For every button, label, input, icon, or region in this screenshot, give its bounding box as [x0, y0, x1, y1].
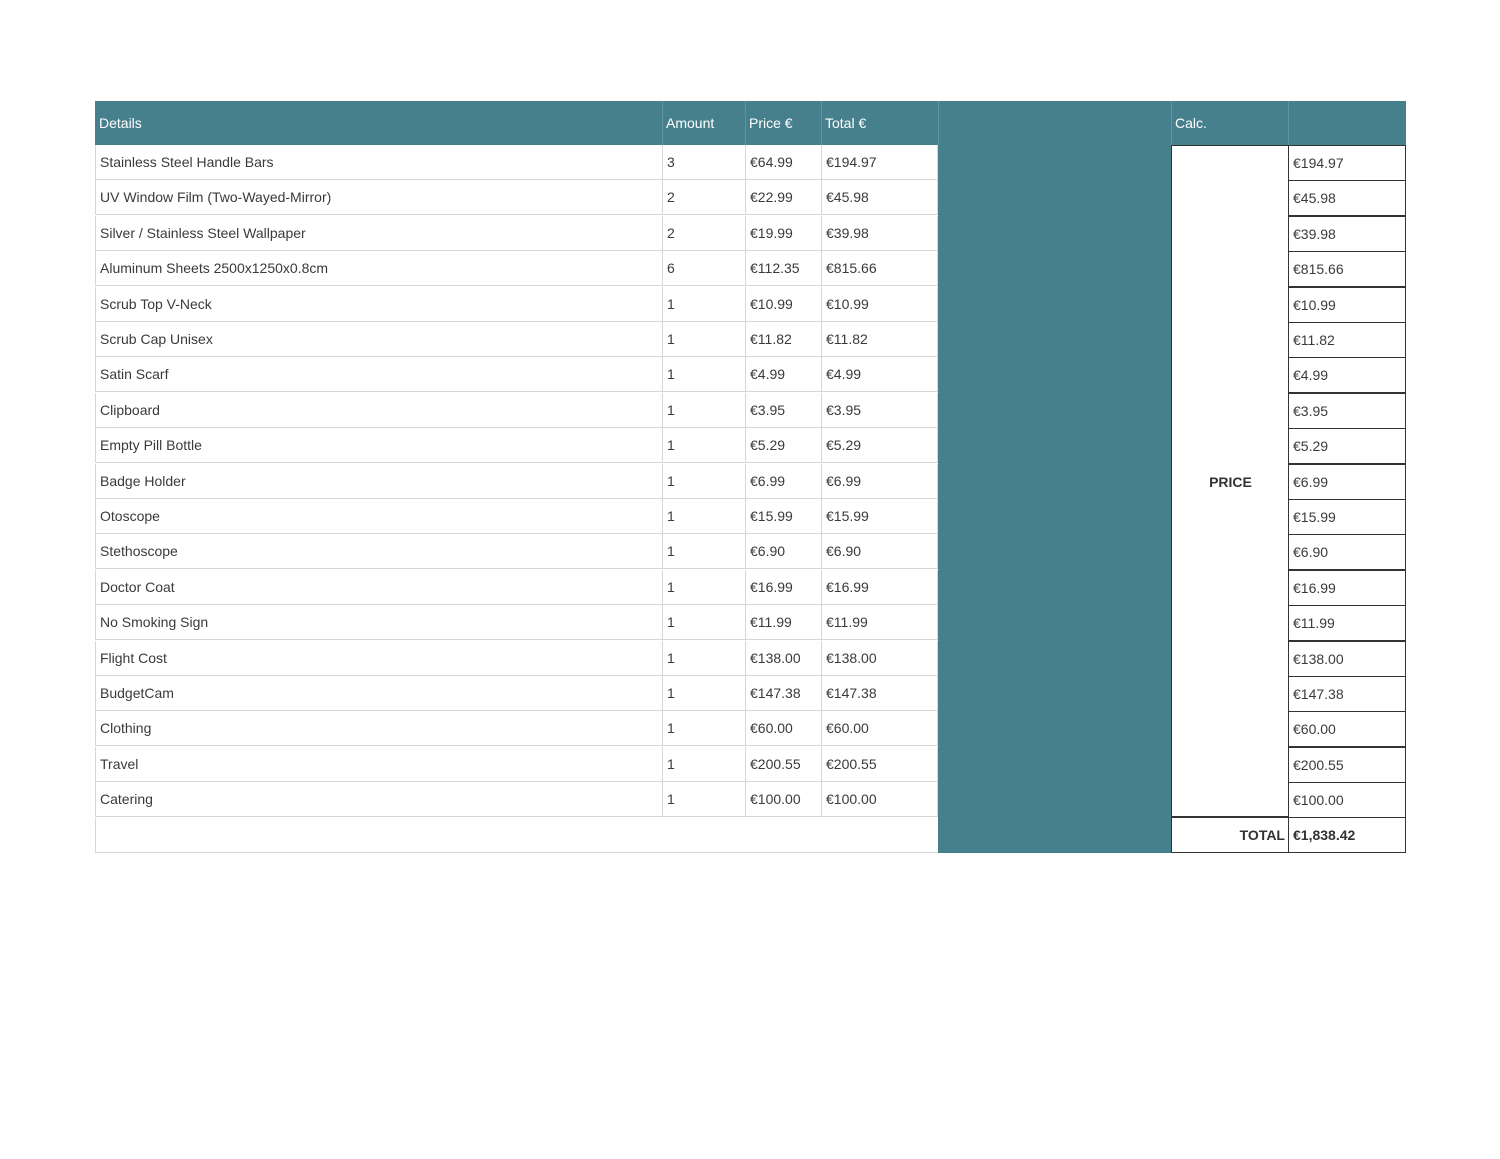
calc-cell: €45.98 — [1288, 180, 1406, 216]
cell-details: Clothing — [95, 711, 662, 746]
table-row — [95, 782, 938, 817]
calc-cell: €11.82 — [1288, 322, 1406, 358]
cell-price: €16.99 — [745, 570, 821, 605]
total-value: €1,838.42 — [1288, 817, 1406, 853]
cell-details: BudgetCam — [95, 676, 662, 711]
table-header — [95, 101, 1406, 145]
cell-price: €147.38 — [745, 676, 821, 711]
cell-amount: 1 — [662, 357, 745, 392]
calc-cell: €815.66 — [1288, 251, 1406, 287]
cell-amount: 2 — [662, 216, 745, 251]
cell-amount: 1 — [662, 605, 745, 640]
cell-details: Stethoscope — [95, 534, 662, 569]
cell-total: €45.98 — [821, 180, 938, 215]
calc-cell: €39.98 — [1288, 216, 1406, 252]
header-calc: Calc. — [1175, 115, 1207, 131]
cell-amount: 1 — [662, 428, 745, 463]
cell-details: Stainless Steel Handle Bars — [95, 145, 662, 180]
cell-total: €4.99 — [821, 357, 938, 392]
cell-amount: 1 — [662, 464, 745, 499]
cell-price: €6.99 — [745, 464, 821, 499]
calc-cell: €100.00 — [1288, 782, 1406, 818]
calc-cell: €6.99 — [1288, 464, 1406, 500]
calc-cell: €5.29 — [1288, 428, 1406, 464]
table-row — [95, 145, 938, 180]
cell-amount: 1 — [662, 711, 745, 746]
cell-price: €19.99 — [745, 216, 821, 251]
cell-details: Scrub Cap Unisex — [95, 322, 662, 357]
calc-cell: €10.99 — [1288, 287, 1406, 323]
cell-details: Clipboard — [95, 393, 662, 428]
cell-details: Otoscope — [95, 499, 662, 534]
cell-price: €11.82 — [745, 322, 821, 357]
table-row — [95, 464, 938, 499]
header-divider — [1288, 101, 1289, 145]
cell-details: Badge Holder — [95, 464, 662, 499]
cell-amount: 1 — [662, 322, 745, 357]
cell-amount: 1 — [662, 782, 745, 817]
cell-price: €100.00 — [745, 782, 821, 817]
cell-amount: 1 — [662, 287, 745, 322]
cell-details: Catering — [95, 782, 662, 817]
cell-amount: 1 — [662, 499, 745, 534]
cell-price: €200.55 — [745, 747, 821, 782]
cell-total: €16.99 — [821, 570, 938, 605]
cell-price: €64.99 — [745, 145, 821, 180]
calc-cell: €60.00 — [1288, 711, 1406, 747]
cell-price: €3.95 — [745, 393, 821, 428]
cell-total: €6.99 — [821, 464, 938, 499]
cell-amount: 1 — [662, 570, 745, 605]
cell-details: Silver / Stainless Steel Wallpaper — [95, 216, 662, 251]
cell-amount: 6 — [662, 251, 745, 286]
spacer-band — [938, 145, 1172, 853]
table-row — [95, 499, 938, 534]
calc-cell: €16.99 — [1288, 570, 1406, 606]
cell-amount: 1 — [662, 641, 745, 676]
cell-price: €6.90 — [745, 534, 821, 569]
cell-total: €5.29 — [821, 428, 938, 463]
cell-amount: 1 — [662, 676, 745, 711]
cell-total: €815.66 — [821, 251, 938, 286]
calc-cell: €147.38 — [1288, 676, 1406, 712]
cell-price: €5.29 — [745, 428, 821, 463]
cell-total: €11.82 — [821, 322, 938, 357]
table-row — [95, 357, 938, 392]
cell-total: €200.55 — [821, 747, 938, 782]
calc-cell: €11.99 — [1288, 605, 1406, 641]
calc-cell: €138.00 — [1288, 641, 1406, 677]
table-row — [95, 251, 938, 286]
table-row — [95, 711, 938, 746]
cell-details: UV Window Film (Two-Wayed-Mirror) — [95, 180, 662, 215]
cell-amount: 1 — [662, 393, 745, 428]
cell-price: €22.99 — [745, 180, 821, 215]
cell-amount: 3 — [662, 145, 745, 180]
cell-details: No Smoking Sign — [95, 605, 662, 640]
cell-details: Aluminum Sheets 2500x1250x0.8cm — [95, 251, 662, 286]
cell-price: €112.35 — [745, 251, 821, 286]
calc-cell: €194.97 — [1288, 145, 1406, 181]
table-row — [95, 534, 938, 569]
table-row — [95, 605, 938, 640]
cell-details: Scrub Top V-Neck — [95, 287, 662, 322]
header-details: Details — [99, 115, 142, 131]
calc-cell: €6.90 — [1288, 534, 1406, 570]
table-row — [95, 676, 938, 711]
cell-price: €15.99 — [745, 499, 821, 534]
table-row — [95, 287, 938, 322]
price-label: PRICE — [1209, 474, 1252, 490]
calc-cell: €4.99 — [1288, 357, 1406, 393]
cell-price: €10.99 — [745, 287, 821, 322]
cell-amount: 1 — [662, 747, 745, 782]
calc-cell: €3.95 — [1288, 393, 1406, 429]
header-divider — [938, 101, 939, 145]
cell-price: €60.00 — [745, 711, 821, 746]
cell-total: €147.38 — [821, 676, 938, 711]
cell-details: Travel — [95, 747, 662, 782]
table-row — [95, 747, 938, 782]
calc-cell: €15.99 — [1288, 499, 1406, 535]
total-label: TOTAL — [1171, 817, 1289, 853]
blank-row — [95, 818, 938, 853]
header-price: Price € — [749, 115, 793, 131]
table-row — [95, 216, 938, 251]
calc-cell: €200.55 — [1288, 747, 1406, 783]
cell-total: €194.97 — [821, 145, 938, 180]
table-row — [95, 428, 938, 463]
cell-total: €3.95 — [821, 393, 938, 428]
cell-price: €4.99 — [745, 357, 821, 392]
table-row — [95, 570, 938, 605]
cell-total: €15.99 — [821, 499, 938, 534]
cell-total: €10.99 — [821, 287, 938, 322]
header-amount: Amount — [666, 115, 715, 131]
table-row — [95, 393, 938, 428]
cell-total: €100.00 — [821, 782, 938, 817]
cell-details: Satin Scarf — [95, 357, 662, 392]
cell-details: Doctor Coat — [95, 570, 662, 605]
cell-amount: 2 — [662, 180, 745, 215]
cell-details: Flight Cost — [95, 641, 662, 676]
table-row — [95, 641, 938, 676]
cell-total: €11.99 — [821, 605, 938, 640]
cell-total: €6.90 — [821, 534, 938, 569]
cell-price: €138.00 — [745, 641, 821, 676]
cell-total: €39.98 — [821, 216, 938, 251]
cell-amount: 1 — [662, 534, 745, 569]
price-label-cell — [1171, 145, 1289, 817]
cell-total: €60.00 — [821, 711, 938, 746]
cell-price: €11.99 — [745, 605, 821, 640]
cell-details: Empty Pill Bottle — [95, 428, 662, 463]
cell-total: €138.00 — [821, 641, 938, 676]
table-row — [95, 322, 938, 357]
table-row — [95, 180, 938, 215]
header-total: Total € — [825, 115, 867, 131]
